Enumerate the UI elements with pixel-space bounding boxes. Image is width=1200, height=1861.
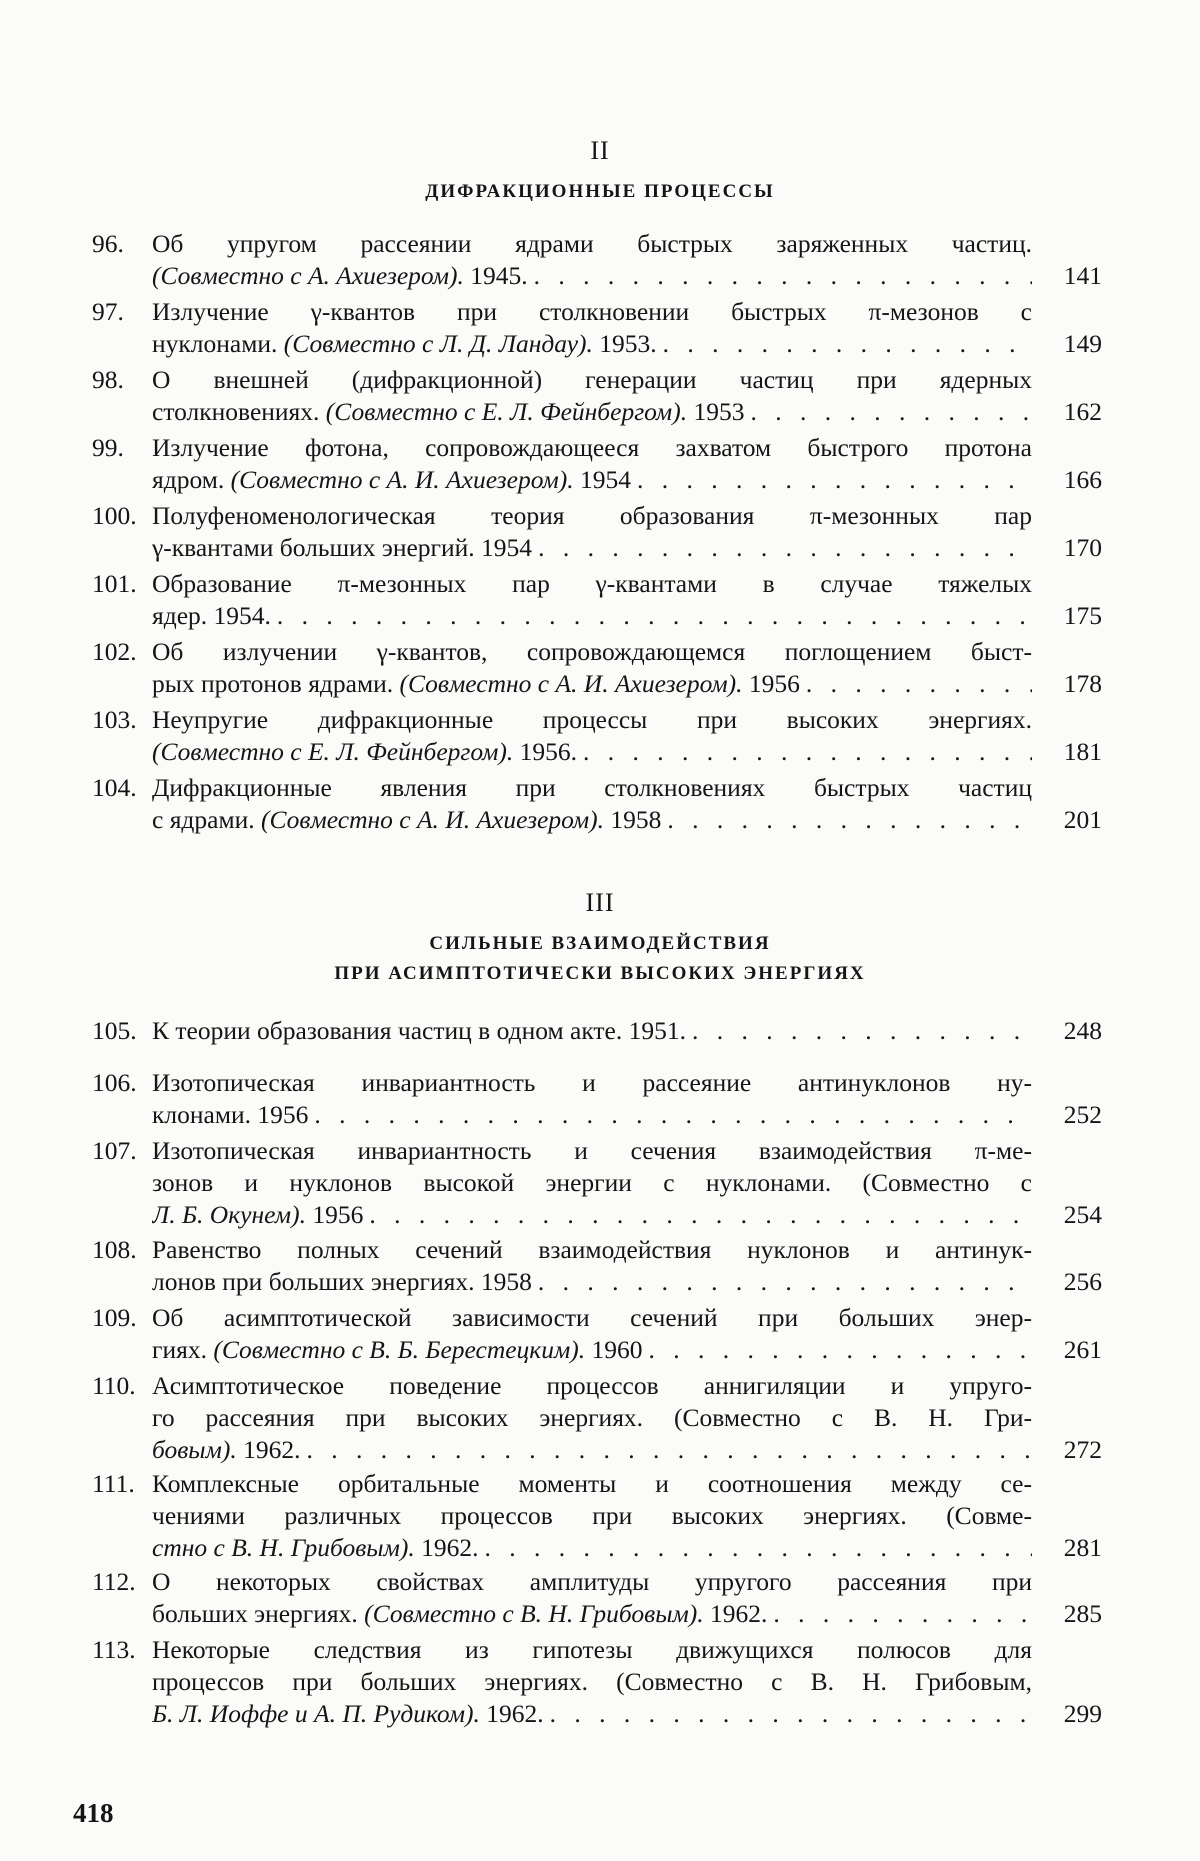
entry-number: 111. — [92, 1469, 135, 1498]
entry-title-text: гиях. — [152, 1335, 214, 1364]
entry-title-line: Об асимптотической зависимости сечений при больших энер- — [152, 1303, 1032, 1332]
entry-title-last-line — [152, 1532, 1032, 1564]
entry-page-number: 248 — [1063, 1016, 1102, 1045]
entry-title-last-line — [152, 1698, 1032, 1730]
coauthor-note: Б. Л. Иоффе и А. П. Рудиком). — [152, 1699, 480, 1728]
entry-title-line: Асимптотическое поведение процессов аннигиляции и упруго- — [152, 1371, 1032, 1400]
entry-title — [152, 1135, 1032, 1231]
dot-leader — [661, 804, 1032, 836]
entry-year: 1962. — [236, 1435, 301, 1464]
entry-title-line: Образование π-мезонных пар γ-квантами в случае тяжелых — [152, 569, 1032, 598]
entry-year: 1962. — [703, 1599, 768, 1628]
entry-year: 1962. — [414, 1533, 479, 1562]
entry-number: 102. — [92, 637, 137, 666]
entry-title-last-text — [152, 600, 271, 632]
section-2-number: II — [590, 136, 610, 165]
entry-number: 96. — [92, 229, 124, 258]
entry-title-line: Полуфеноменологическая теория образования π-мезонных пар — [152, 501, 1032, 530]
entry-title-last-line — [152, 1434, 1032, 1466]
coauthor-note: (Совместно с А. Ахиезером). — [152, 261, 464, 290]
entry-title-last-line — [152, 1199, 1032, 1231]
entry-title — [152, 772, 1032, 836]
entry-title-line: процессов при больших энергиях. (Совместно с В. Н. Грибовым, — [152, 1667, 1032, 1696]
entry-title-text: столкновениях. — [152, 397, 326, 426]
entry-page-number: 252 — [1063, 1100, 1102, 1129]
toc-entry — [92, 1234, 1102, 1298]
entry-year: 1956 — [742, 669, 800, 698]
coauthor-note: (Совместно с Л. Д. Ландау). — [283, 329, 593, 358]
dot-leader — [300, 1434, 1032, 1466]
entry-page-number: 281 — [1063, 1533, 1102, 1562]
coauthor-note: стно с В. Н. Грибовым). — [152, 1533, 415, 1562]
entry-title-line: Дифракционные явления при столкновениях быстрых частиц — [152, 773, 1032, 802]
toc-entry — [92, 364, 1102, 428]
entry-title-last-text — [152, 1266, 532, 1298]
entry-title — [152, 228, 1032, 292]
coauthor-note: Л. Б. Окунем). — [152, 1200, 306, 1229]
page-number: 418 — [73, 1798, 114, 1828]
entry-page-number: 162 — [1063, 397, 1102, 426]
entry-title-line: Изотопическая инвариантность и рассеяние антинуклонов ну- — [152, 1068, 1032, 1097]
entry-page-number: 272 — [1063, 1435, 1102, 1464]
entry-number: 101. — [92, 569, 137, 598]
entry-title — [152, 1234, 1032, 1298]
entry-title — [152, 1302, 1032, 1366]
entry-title-last-line — [152, 600, 1032, 632]
entry-title-text: К теории образования частиц в одном акте. 1951. — [152, 1016, 686, 1045]
entry-title — [152, 1566, 1032, 1630]
entry-number: 97. — [92, 297, 124, 326]
entry-title-text: больших энергиях. — [152, 1599, 365, 1628]
dot-leader — [767, 1598, 1032, 1630]
dot-leader — [308, 1099, 1032, 1131]
entry-title-last-line — [152, 1334, 1032, 1366]
entry-title-last-line — [152, 1015, 1032, 1047]
entry-title-last-line — [152, 1266, 1032, 1298]
entry-page-number: 166 — [1063, 465, 1102, 494]
entry-title-line: Неупругие дифракционные процессы при высоких энергиях. — [152, 705, 1032, 734]
toc-entry — [92, 1135, 1102, 1231]
dot-leader — [532, 1266, 1032, 1298]
entry-title-line: Изотопическая инвариантность и сечения взаимодействия π-ме- — [152, 1136, 1032, 1165]
dot-leader — [271, 600, 1032, 632]
entry-page-number: 261 — [1063, 1335, 1102, 1364]
entry-title-last-line — [152, 532, 1032, 564]
entry-title — [152, 432, 1032, 496]
section-3-title-line-2: ПРИ АСИМПТОТИЧЕСКИ ВЫСОКИХ ЭНЕРГИЯХ — [334, 963, 866, 984]
entry-year: 1954 — [573, 465, 631, 494]
entry-title-last-text — [152, 736, 577, 768]
coauthor-note: (Совместно с Е. Л. Фейнбергом). — [152, 737, 514, 766]
section-3-title-line-1: СИЛЬНЫЕ ВЗАИМОДЕЙСТВИЯ — [429, 933, 771, 954]
toc-entry — [92, 1468, 1102, 1564]
entry-title-text: ядром. — [152, 465, 231, 494]
entry-title-last-text — [152, 1015, 686, 1047]
entry-number: 98. — [92, 365, 124, 394]
entry-title-last-line — [152, 804, 1032, 836]
entry-number: 106. — [92, 1068, 137, 1097]
entry-title-last-text — [152, 532, 532, 564]
entry-title-last-text — [152, 1598, 767, 1630]
entry-title-line: Об упругом рассеянии ядрами быстрых заряженных частиц. — [152, 229, 1032, 258]
coauthor-note: (Совместно с А. И. Ахиезером). — [261, 805, 605, 834]
entry-title-text: клонами. 1956 — [152, 1100, 309, 1129]
entry-title-line: О некоторых свойствах амплитуды упругого рассеяния при — [152, 1567, 1032, 1596]
entry-title-last-line — [152, 1598, 1032, 1630]
entry-title-last-text — [152, 260, 528, 292]
dot-leader — [686, 1015, 1032, 1047]
entry-title-last-text — [152, 1199, 363, 1231]
entry-page-number: 181 — [1063, 737, 1102, 766]
entry-page-number: 170 — [1063, 533, 1102, 562]
entry-title — [152, 296, 1032, 360]
entry-year: 1958 — [604, 805, 662, 834]
coauthor-note: (Совместно с В. Н. Грибовым). — [364, 1599, 704, 1628]
dot-leader — [478, 1532, 1032, 1564]
coauthor-note: (Совместно с А. И. Ахиезером). — [399, 669, 743, 698]
dot-leader — [544, 1698, 1032, 1730]
entry-title-text: γ-квантами больших энергий. 1954 — [152, 533, 533, 562]
entry-title-last-text — [152, 464, 631, 496]
entry-title — [152, 704, 1032, 768]
entry-number: 112. — [92, 1567, 136, 1596]
entry-title — [152, 1015, 1032, 1047]
entry-title-last-text — [152, 1334, 643, 1366]
entry-title-text: ядер. 1954. — [152, 601, 271, 630]
entry-title — [152, 364, 1032, 428]
entry-year: 1956 — [305, 1200, 364, 1229]
entry-number: 99. — [92, 433, 124, 462]
entry-number: 103. — [92, 705, 137, 734]
entry-number: 105. — [92, 1016, 137, 1045]
entry-page-number: 149 — [1063, 329, 1102, 358]
entry-number: 108. — [92, 1235, 137, 1264]
entry-title-text: лонов при больших энергиях. 1958 — [152, 1267, 532, 1296]
dot-leader — [657, 328, 1032, 360]
entry-number: 100. — [92, 501, 137, 530]
entry-year: 1953. — [592, 329, 657, 358]
entry-year: 1945. — [463, 261, 528, 290]
entry-title-line: Излучение γ-квантов при столкновении быстрых π-мезонов с — [152, 297, 1032, 326]
toc-entry — [92, 500, 1102, 564]
toc-entry — [92, 1634, 1102, 1730]
entry-number: 104. — [92, 773, 137, 802]
coauthor-note: бовым). — [152, 1435, 237, 1464]
dot-leader — [577, 736, 1032, 768]
entry-page-number: 299 — [1063, 1699, 1102, 1728]
entry-title-last-line — [152, 464, 1032, 496]
entry-title-line: Равенство полных сечений взаимодействия нуклонов и антинук- — [152, 1235, 1032, 1264]
entry-page-number: 175 — [1063, 601, 1102, 630]
entry-page-number: 178 — [1063, 669, 1102, 698]
entry-title-last-line — [152, 1099, 1032, 1131]
entry-title-last-line — [152, 396, 1032, 428]
toc-entry — [92, 1015, 1102, 1047]
entry-title-last-line — [152, 668, 1032, 700]
entry-title — [152, 636, 1032, 700]
toc-entry — [92, 1302, 1102, 1366]
entry-title-last-line — [152, 260, 1032, 292]
toc-entry — [92, 704, 1102, 768]
entry-title-last-text — [152, 328, 657, 360]
entry-title-line: чениями различных процессов при высоких энергиях. (Совме- — [152, 1501, 1032, 1530]
toc-entry — [92, 636, 1102, 700]
entry-page-number: 256 — [1063, 1267, 1102, 1296]
entry-title-line: Комплексные орбитальные моменты и соотношения между се- — [152, 1469, 1032, 1498]
entry-title-last-text — [152, 396, 744, 428]
coauthor-note: (Совместно с Е. Л. Фейнбергом). — [325, 397, 688, 426]
entry-title-last-text — [152, 1698, 544, 1730]
entry-title-last-text — [152, 804, 661, 836]
entry-number: 109. — [92, 1303, 137, 1332]
entry-title-last-text — [152, 1434, 300, 1466]
dot-leader — [744, 396, 1032, 428]
toc-entry — [92, 1067, 1102, 1131]
entry-title-line: Некоторые следствия из гипотезы движущихся полюсов для — [152, 1635, 1032, 1664]
dot-leader — [532, 532, 1032, 564]
section-2-title: ДИФРАКЦИОННЫЕ ПРОЦЕССЫ — [425, 181, 775, 202]
dot-leader — [631, 464, 1032, 496]
entry-title-line: го рассеяния при высоких энергиях. (Совместно с В. Н. Гри- — [152, 1403, 1032, 1432]
entry-title-last-text — [152, 1532, 478, 1564]
entry-title-last-text — [152, 1099, 308, 1131]
entry-title-last-line — [152, 328, 1032, 360]
entry-title-line: Излучение фотона, сопровождающееся захватом быстрого протона — [152, 433, 1032, 462]
dot-leader — [528, 260, 1032, 292]
toc-entry — [92, 568, 1102, 632]
entry-title-line: Об излучении γ-квантов, сопровождающемся поглощением быст- — [152, 637, 1032, 666]
entry-title — [152, 1634, 1032, 1730]
entry-title — [152, 500, 1032, 564]
entry-title-line: О внешней (дифракционной) генерации частиц при ядерных — [152, 365, 1032, 394]
entry-title — [152, 568, 1032, 632]
toc-entry — [92, 772, 1102, 836]
toc-entry — [92, 296, 1102, 360]
entry-number: 110. — [92, 1371, 136, 1400]
entry-title-last-text — [152, 668, 800, 700]
toc-entry — [92, 1370, 1102, 1466]
entry-page-number: 201 — [1063, 805, 1102, 834]
entry-page-number: 285 — [1063, 1599, 1102, 1628]
entry-year: 1953 — [687, 397, 745, 426]
entry-title-text: нуклонами. — [152, 329, 284, 358]
coauthor-note: (Совместно с А. И. Ахиезером). — [230, 465, 574, 494]
entry-year: 1960 — [585, 1335, 643, 1364]
entry-year: 1956. — [513, 737, 578, 766]
entry-page-number: 141 — [1063, 261, 1102, 290]
entry-title — [152, 1468, 1032, 1564]
toc-entry — [92, 228, 1102, 292]
entry-page-number: 254 — [1063, 1200, 1102, 1229]
entry-title-text: рых протонов ядрами. — [152, 669, 400, 698]
entry-title — [152, 1370, 1032, 1466]
coauthor-note: (Совместно с В. Б. Берестецким). — [213, 1335, 586, 1364]
entry-title-last-line — [152, 736, 1032, 768]
entry-number: 113. — [92, 1635, 136, 1664]
entry-title — [152, 1067, 1032, 1131]
section-3-number: III — [585, 888, 615, 917]
dot-leader — [800, 668, 1032, 700]
toc-entry — [92, 1566, 1102, 1630]
entry-title-text: с ядрами. — [152, 805, 261, 834]
dot-leader — [643, 1334, 1033, 1366]
dot-leader — [363, 1199, 1032, 1231]
toc-entry — [92, 432, 1102, 496]
entry-title-line: зонов и нуклонов высокой энергии с нуклонами. (Совместно с — [152, 1168, 1032, 1197]
entry-number: 107. — [92, 1136, 137, 1165]
entry-year: 1962. — [479, 1699, 544, 1728]
